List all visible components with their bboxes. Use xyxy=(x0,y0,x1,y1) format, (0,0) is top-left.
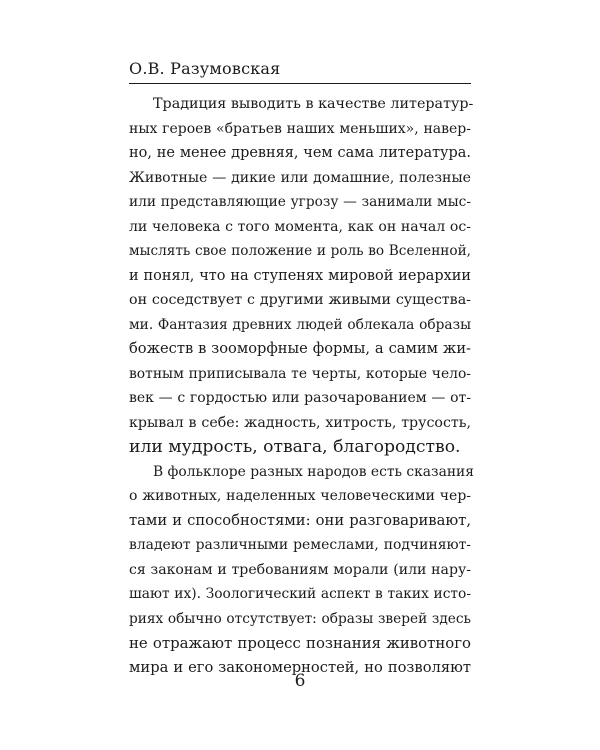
text-line: шают их). Зоологический аспект в таких исто- xyxy=(129,586,471,602)
text-line: о животных, наделенных человеческими чер- xyxy=(129,488,471,504)
text-line: вотным приписывала те черты, которые чело- xyxy=(129,365,471,382)
text-line: ных героев «братьев наших меньших», навер- xyxy=(129,120,471,137)
text-line: Традиция выводить в качестве литератур- xyxy=(153,96,474,112)
running-head-author: О.В. Разумовская xyxy=(129,59,281,78)
text-line: ся законам и требованиям морали (или нару- xyxy=(129,561,471,578)
text-line: В фольклоре разных народов есть сказания xyxy=(153,463,474,480)
text-line: не отражают процесс познания животного xyxy=(129,634,471,652)
paragraph-2 xyxy=(129,460,474,681)
text-line: ми. Фантазия древних людей облекала образы xyxy=(129,316,471,333)
text-line: владеют различными ремеслами, подчиняют- xyxy=(129,537,471,553)
text-line: мира и его закономерностей, но позволяют xyxy=(129,658,471,676)
header-rule xyxy=(129,83,471,84)
text-line: или мудрость, отвага, благородство. xyxy=(129,437,461,457)
text-line: или представляющие угрозу — занимали мыс- xyxy=(129,194,471,210)
text-line: но, не менее древняя, чем сама литература. xyxy=(129,145,471,161)
paragraph-1 xyxy=(129,92,474,460)
body-text xyxy=(129,92,474,680)
text-line: и понял, что на ступенях мировой иерархии xyxy=(129,267,471,284)
text-line: мыслять свое положение и роль во Вселенной, xyxy=(129,243,471,259)
text-line: Животные — дикие или домашние, полезные xyxy=(129,169,471,186)
page-number: 6 xyxy=(294,671,306,691)
text-line: тами и способностями: они разговаривают, xyxy=(129,511,471,529)
text-line: божеств в зооморфные формы, а самим жи- xyxy=(129,340,471,357)
text-line: ли человека с того момента, как он начал ос- xyxy=(129,218,471,235)
text-line: век — с гордостью или разочарованием — от- xyxy=(129,390,471,406)
text-line: риях обычно отсутствует: образы зверей здесь xyxy=(129,610,471,627)
text-line: крывал в себе: жадность, хитрость, трусость, xyxy=(129,414,471,431)
text-line: он соседствует с другими живыми существа- xyxy=(129,292,471,308)
